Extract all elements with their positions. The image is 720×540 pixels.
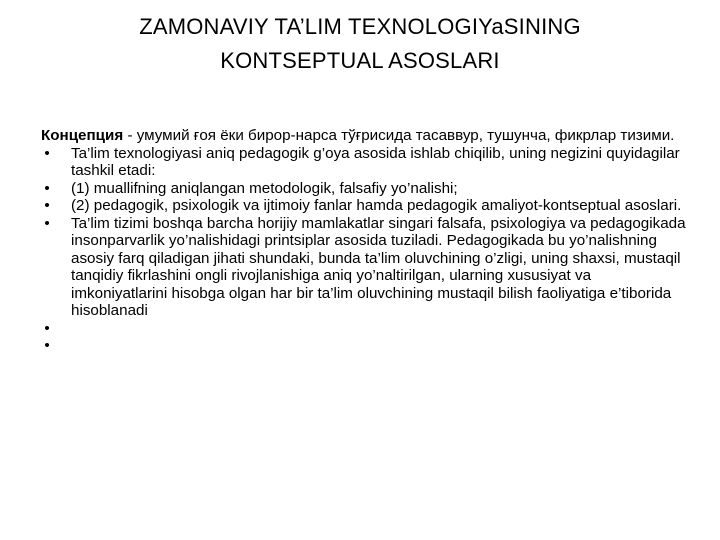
bullet-dot-icon: • [44, 319, 50, 337]
bullet-text: Ta’lim texnologiyasi aniq pedagogik g’oya asosida ishlab chiqilib, uning negizini quyidagilar tashkil etadi: [71, 144, 680, 179]
bullet-text: (2) pedagogik, psixologik va ijtimoiy fanlar hamda pedagogik amaliyot-kontseptual asoslari. [71, 197, 682, 214]
bullet-item-empty [41, 337, 691, 355]
title-line-1: ZAMONAVIY TA’LIM TEXNOLOGIYaSINING [139, 14, 581, 39]
bullet-item [41, 197, 691, 215]
slide-title [60, 10, 660, 78]
bullet-text: Ta’lim tizimi boshqa barcha horijiy mamlakatlar singari falsafa, psixologiya va pedagogikada insonparvarlik yo’nalishidagi printsiplar asosida tuziladi. Pedagogikada bu yo’nalishning asosiy farq qiladigan jihati shundaki, bunda ta’lim oluvchining o’zligi, uning shaxsi, mustaqil tanqidiy fikrlashini ongli rivojlanishiga aniq yo’naltirilgan, ularning xususiyat va imkoniyatlarini hisobga olgan har bir ta’lim oluvchining mustaqil bilish faoliyatiga e’tiborida hisoblanadi [71, 214, 686, 319]
concept-term: Концепция [41, 127, 124, 144]
concept-definition-text: - умумий ғоя ёки бирор-нарса тўғрисида тасаввур, тушунча, фикрлар тизими. [123, 127, 675, 144]
bullet-dot-icon: • [44, 214, 50, 232]
bullet-list [41, 145, 691, 355]
bullet-text: (1) muallifning aniqlangan metodologik, falsafiy yo’nalishi; [71, 179, 458, 197]
title-line-2: KONTSEPTUAL ASOSLARI [220, 48, 500, 73]
bullet-dot-icon: • [44, 179, 50, 197]
bullet-dot-icon: • [44, 337, 50, 354]
bullet-dot-icon: • [44, 144, 50, 162]
concept-definition-paragraph [41, 127, 691, 145]
bullet-dot-icon: • [44, 197, 50, 214]
bullet-item [41, 180, 691, 198]
bullet-item-empty [41, 320, 691, 338]
slide-body [41, 127, 691, 355]
bullet-item [41, 215, 691, 320]
bullet-item [41, 145, 691, 180]
